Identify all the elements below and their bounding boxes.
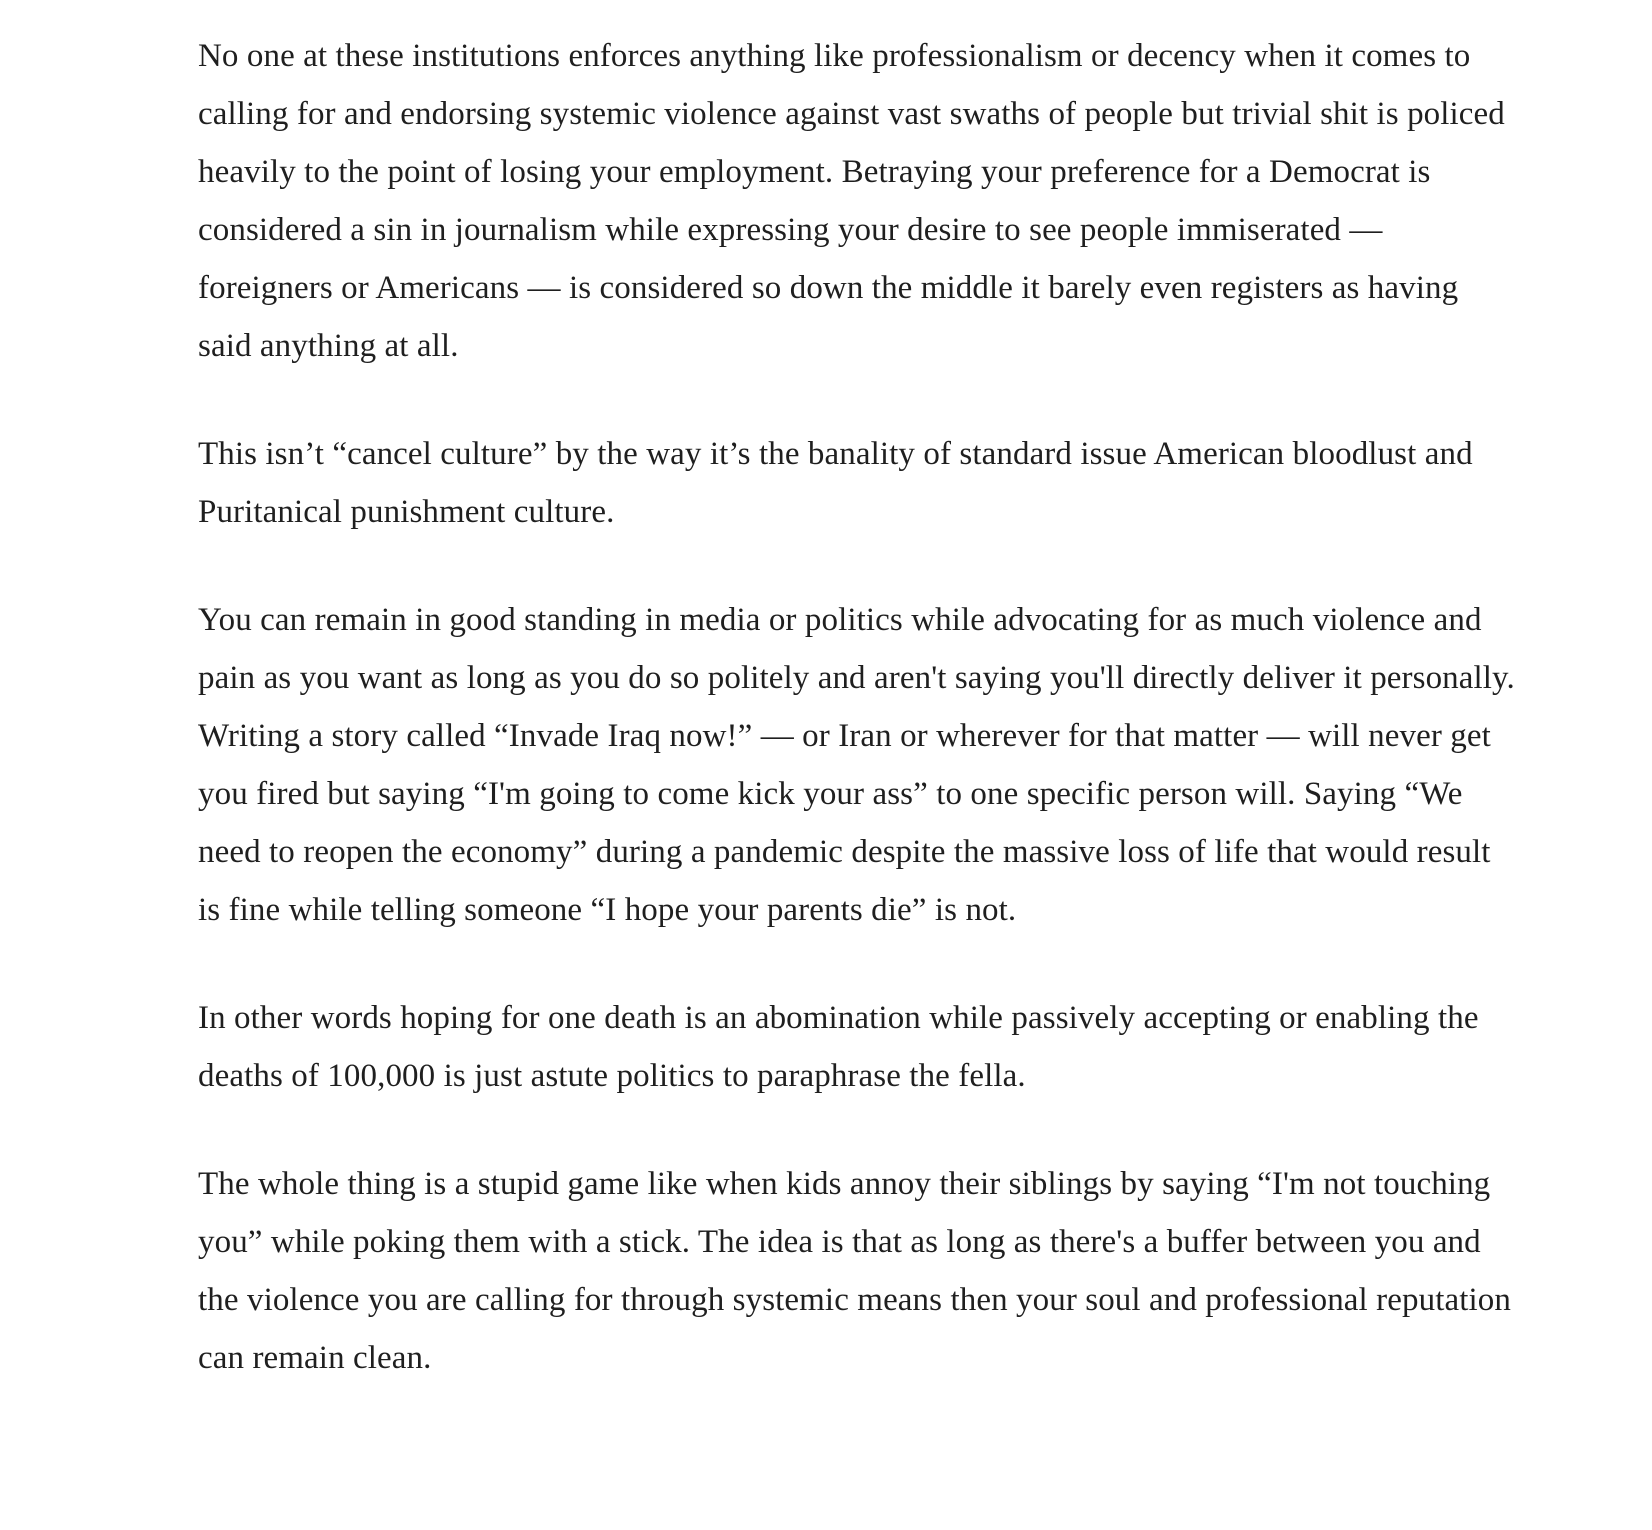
article-body — [198, 27, 1518, 1437]
article-paragraph: This isn’t “cancel culture” by the way it’s the banality of standard issue American bloodlust and Puritanical punishment culture. — [198, 436, 1473, 530]
article-paragraph: You can remain in good standing in media or politics while advocating for as much violence and pain as you want as long as you do so politely and aren't saying you'll directly deliver it personally. Writing a story called “Invade Iraq now!” — or Iran or wherever for that matter — will never get you fired but saying “I'm going to come kick your ass” to one specific person will. Saying “We need to reopen the economy” during a pandemic despite the massive loss of life that would result is fine while telling someone “I hope your parents die” is not. — [198, 602, 1515, 928]
article-paragraph: In other words hoping for one death is an abomination while passively accepting or enabling the deaths of 100,000 is just astute politics to paraphrase the fella. — [198, 1000, 1479, 1094]
article-paragraph: The whole thing is a stupid game like when kids annoy their siblings by saying “I'm not touching you” while poking them with a stick. The idea is that as long as there's a buffer between you and the violence you are calling for through systemic means then your soul and professional reputation can remain clean. — [198, 1166, 1511, 1376]
article-paragraph: No one at these institutions enforces anything like professionalism or decency when it comes to calling for and endorsing systemic violence against vast swaths of people but trivial shit is policed heavily to the point of losing your employment. Betraying your preference for a Democrat is considered a sin in journalism while expressing your desire to see people immiserated — foreigners or Americans — is considered so down the middle it barely even registers as having said anything at all. — [198, 38, 1505, 364]
